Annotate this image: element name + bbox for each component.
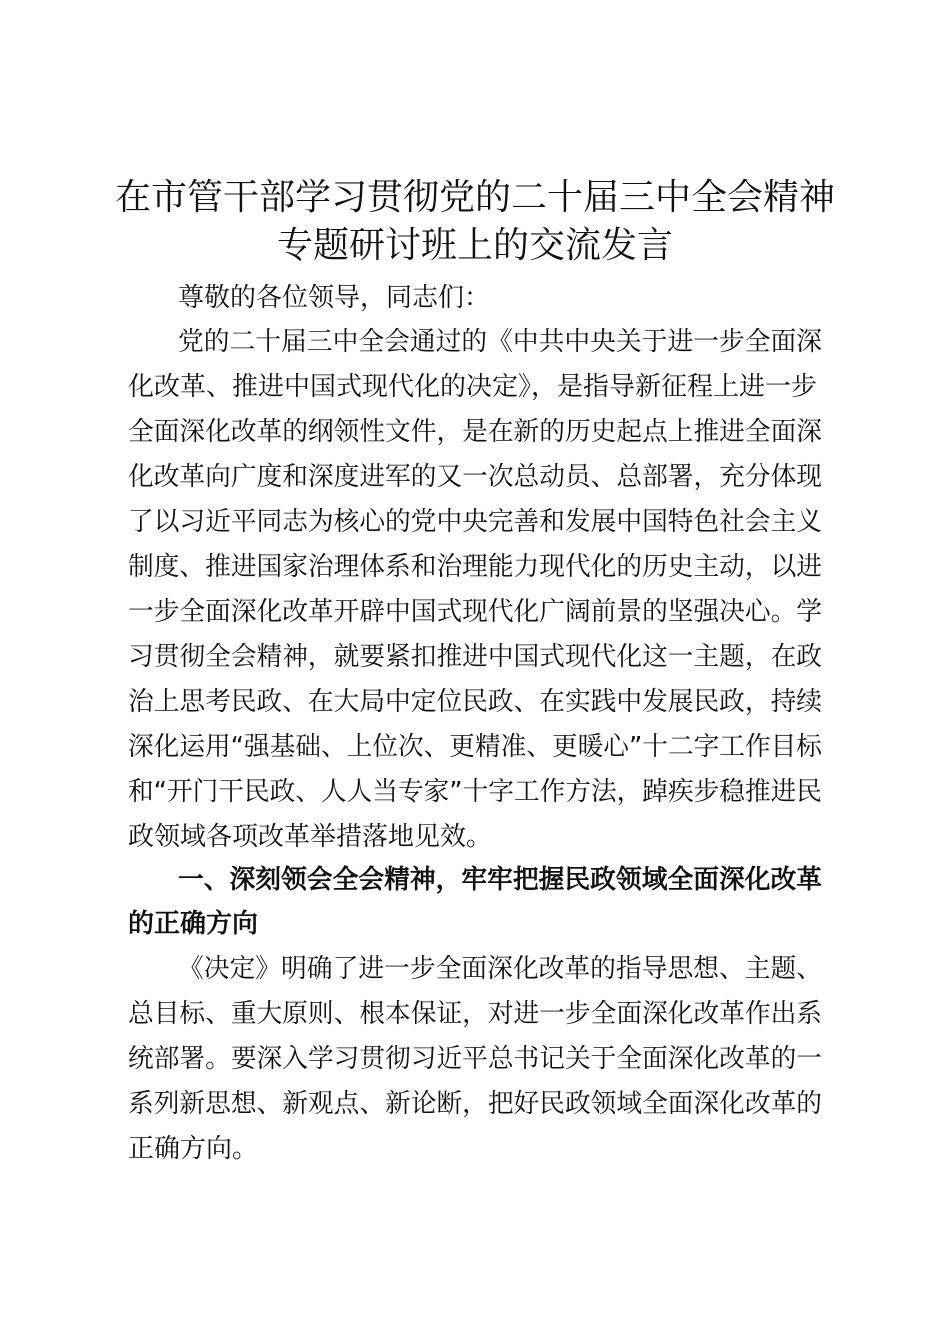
paragraph-1-line: 习贯彻全会精神，就要紧扣推进中国式现代化这一主题，在政 bbox=[128, 642, 823, 672]
paragraph-1-line: 化改革、推进中国式现代化的决定》，是指导新征程上进一步 bbox=[128, 372, 818, 402]
paragraph-1-line: 深化运用“强基础、上位次、更精准、更暖心”十二字工作目标 bbox=[128, 732, 822, 762]
salutation: 尊敬的各位领导，同志们： bbox=[178, 283, 491, 313]
paragraph-1-line: 全面深化改革的纲领性文件，是在新的历史起点上推进全面深 bbox=[128, 417, 823, 447]
paragraph-1-line: 治上思考民政、在大局中定位民政、在实践中发展民政，持续 bbox=[128, 687, 823, 717]
section-heading-1-line: 的正确方向 bbox=[128, 909, 259, 939]
paragraph-1-line: 和“开门干民政、人人当专家”十字工作方法，踔疾步稳推进民 bbox=[128, 777, 822, 807]
paragraph-1-line: 政领域各项改革举措落地见效。 bbox=[128, 822, 493, 852]
paragraph-2-line: 总目标、重大原则、根本保证，对进一步全面深化改革作出系 bbox=[128, 999, 823, 1029]
paragraph-2-line: 系列新思想、新观点、新论断，把好民政领域全面深化改革的 bbox=[128, 1089, 823, 1119]
paragraph-2-line: 《决定》明确了进一步全面深化改革的指导思想、主题、 bbox=[178, 954, 823, 984]
document-title-line-1: 在市管干部学习贯彻党的二十届三中全会精神 bbox=[114, 177, 835, 218]
paragraph-1-line: 了以习近平同志为核心的党中央完善和发展中国特色社会主义 bbox=[128, 507, 823, 537]
paragraph-1-line: 一步全面深化改革开辟中国式现代化广阔前景的坚强决心。学 bbox=[128, 597, 823, 627]
paragraph-2-line: 统部署。要深入学习贯彻习近平总书记关于全面深化改革的一 bbox=[128, 1044, 823, 1074]
document-title-line-2: 专题研讨班上的交流发言 bbox=[276, 225, 673, 266]
paragraph-1-line: 化改革向广度和深度进军的又一次总动员、总部署，充分体现 bbox=[128, 462, 823, 492]
section-heading-1-line: 一、深刻领会全会精神，牢牢把握民政领域全面深化改革 bbox=[178, 865, 823, 895]
paragraph-1-line: 制度、推进国家治理体系和治理能力现代化的历史主动，以进 bbox=[128, 552, 823, 582]
paragraph-1-line: 党的二十届三中全会通过的《中共中央关于进一步全面深 bbox=[178, 327, 823, 357]
paragraph-2-line: 正确方向。 bbox=[128, 1134, 259, 1164]
